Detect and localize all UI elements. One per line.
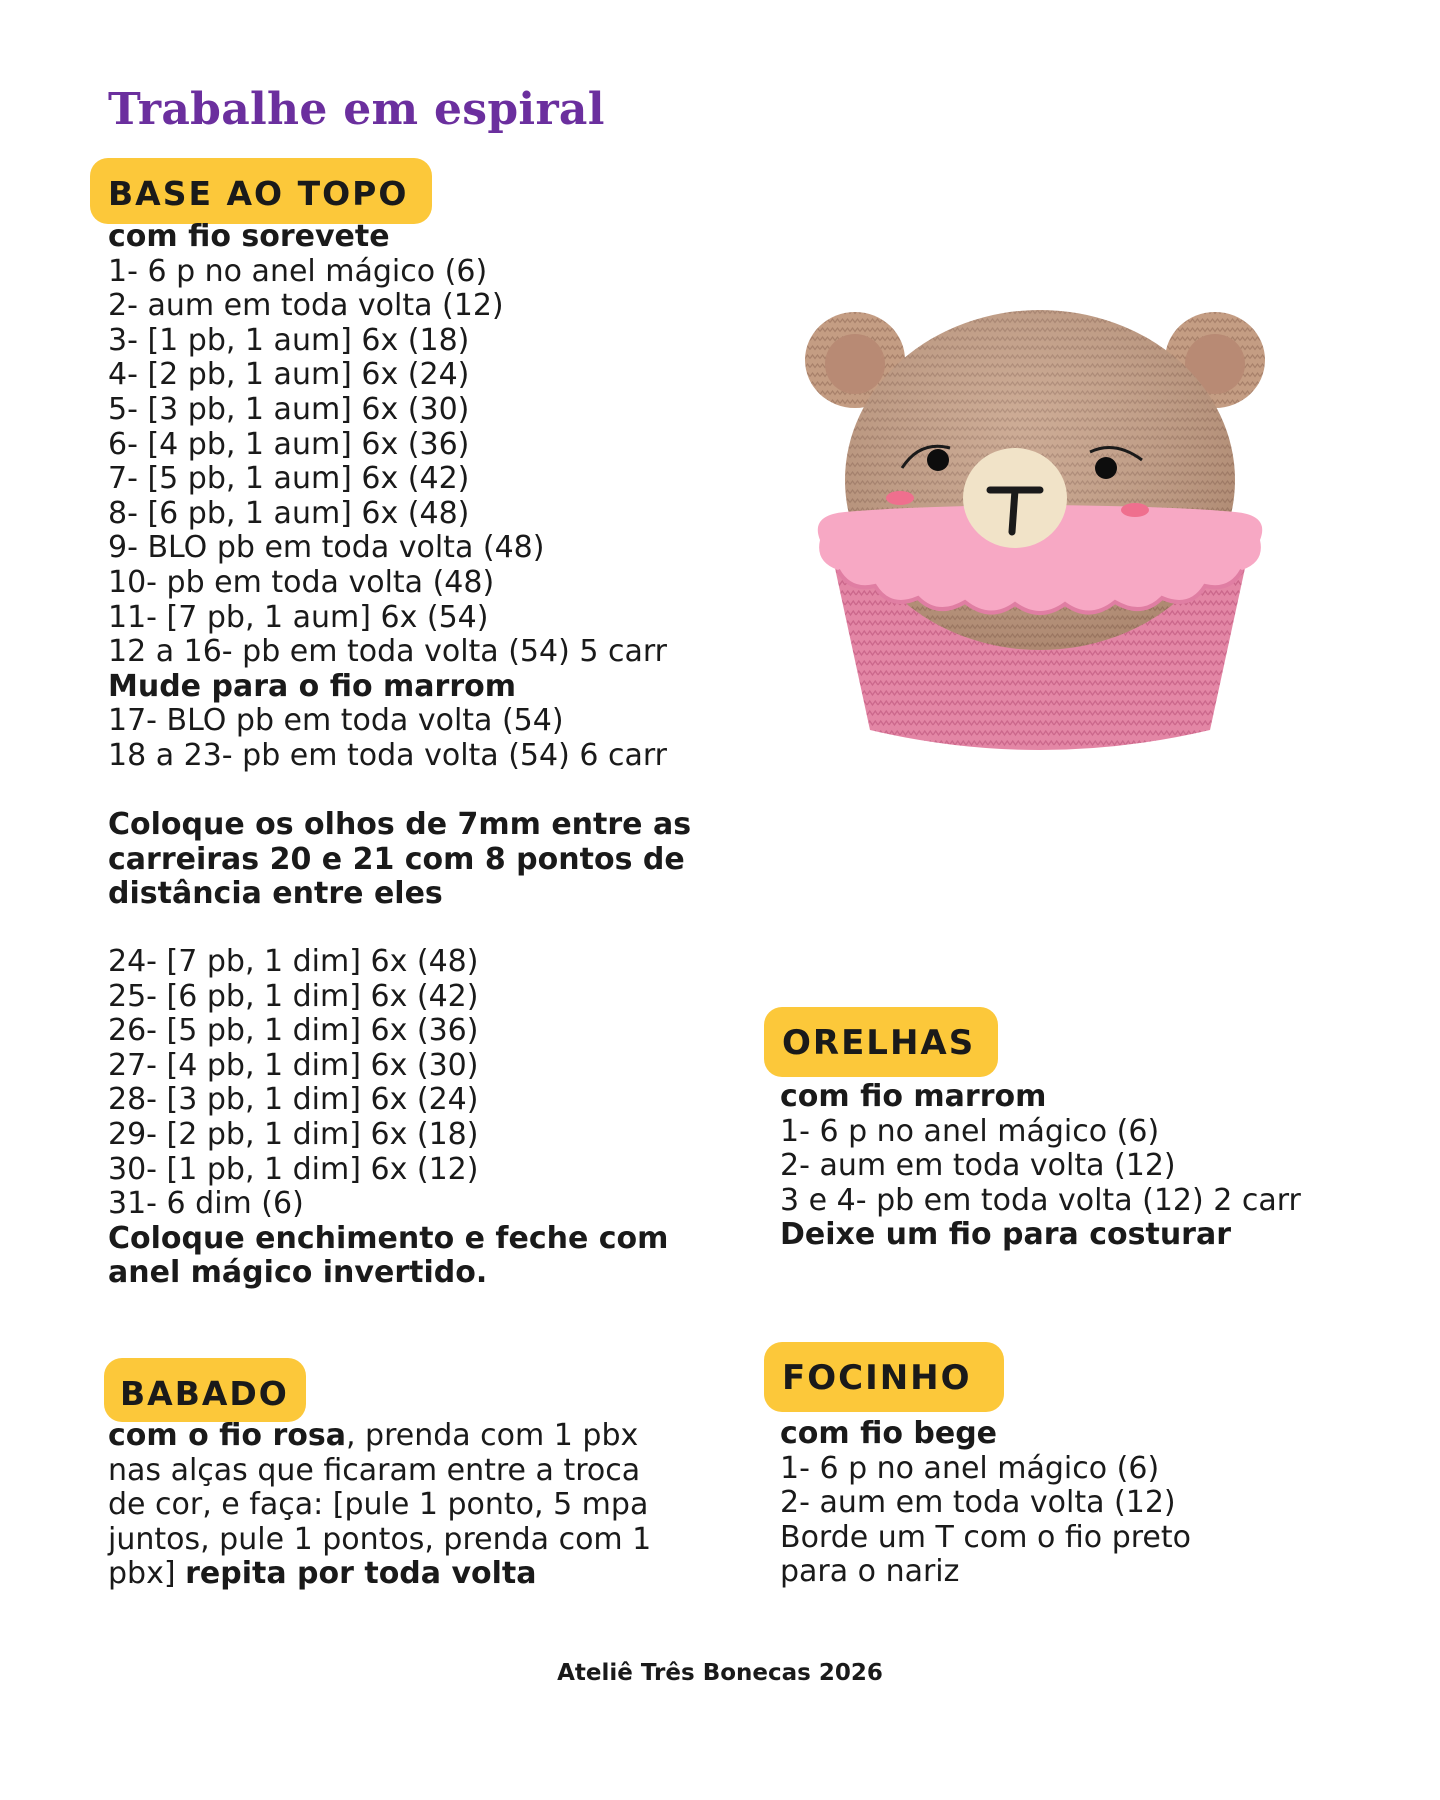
- eyes-note-line: distância entre eles: [108, 876, 443, 912]
- focinho-row: Borde um T com o fio preto: [780, 1519, 1191, 1555]
- bear-cupcake-photo: [790, 300, 1290, 780]
- focinho-row: 2- aum em toda volta (12): [780, 1485, 1176, 1521]
- section-tag-orelhas-label: ORELHAS: [782, 1023, 976, 1063]
- base-row: 18 a 23- pb em toda volta (54) 6 carr: [108, 737, 667, 773]
- decrease-rows: [108, 945, 668, 1291]
- base-row: 7- [5 pb, 1 aum] 6x (42): [108, 461, 470, 497]
- section-tag-orelhas: [764, 1007, 998, 1077]
- base-row: 2- aum em toda volta (12): [108, 288, 504, 324]
- color-change-note: Mude para o fio marrom: [108, 668, 516, 704]
- section-tag-babado: [104, 1358, 306, 1422]
- babado-line1-rest: , prenda com 1 pbx: [345, 1418, 639, 1453]
- focinho-yarn: com fio bege: [780, 1416, 998, 1451]
- eyes-note-line: Coloque os olhos de 7mm entre as: [108, 807, 692, 842]
- base-row: 31- 6 dim (6): [108, 1186, 304, 1222]
- finish-note: Coloque enchimento e feche com: [108, 1220, 669, 1256]
- base-row: 3- [1 pb, 1 aum] 6x (18): [108, 322, 470, 358]
- base-row: 8- [6 pb, 1 aum] 6x (48): [108, 495, 470, 531]
- base-row: 4- [2 pb, 1 aum] 6x (24): [108, 357, 470, 393]
- babado-line: nas alças que ficaram entre a troca: [108, 1452, 641, 1488]
- footer-credit: Ateliê Três Bonecas 2026: [557, 1660, 883, 1686]
- focinho-row: para o nariz: [780, 1554, 960, 1590]
- base-row: 28- [3 pb, 1 dim] 6x (24): [108, 1082, 479, 1118]
- base-yarn: com fio sorevete: [108, 219, 390, 254]
- babado-repeat: repita por toda volta: [185, 1556, 537, 1592]
- base-row: 17- BLO pb em toda volta (54): [108, 703, 564, 739]
- base-row: 25- [6 pb, 1 dim] 6x (42): [108, 978, 479, 1014]
- eyes-note: [108, 808, 691, 912]
- section-tag-base: [90, 158, 432, 224]
- base-row: 26- [5 pb, 1 dim] 6x (36): [108, 1013, 479, 1049]
- focinho-instructions: [780, 1417, 1191, 1590]
- babado-line5-start: pbx]: [108, 1556, 186, 1592]
- base-row: 30- [1 pb, 1 dim] 6x (12): [108, 1151, 479, 1187]
- base-row: 27- [4 pb, 1 dim] 6x (30): [108, 1047, 479, 1083]
- orelhas-row: 3 e 4- pb em toda volta (12) 2 carr: [780, 1182, 1301, 1218]
- base-instructions: [108, 220, 667, 774]
- base-row: 12 a 16- pb em toda volta (54) 5 carr: [108, 634, 667, 670]
- orelhas-row: 1- 6 p no anel mágico (6): [780, 1113, 1160, 1149]
- bear-muzzle: [963, 448, 1067, 548]
- eyes-note-line: carreiras 20 e 21 com 8 pontos de: [108, 841, 685, 877]
- orelhas-end: Deixe um fio para costurar: [780, 1217, 1232, 1253]
- section-tag-base-label: BASE AO TOPO: [108, 174, 409, 213]
- base-row: 1- 6 p no anel mágico (6): [108, 253, 488, 289]
- base-row: 6- [4 pb, 1 aum] 6x (36): [108, 426, 470, 462]
- base-row: 24- [7 pb, 1 dim] 6x (48): [108, 944, 479, 979]
- base-row: 10- pb em toda volta (48): [108, 564, 495, 600]
- section-tag-focinho: [764, 1342, 1004, 1412]
- base-row: 9- BLO pb em toda volta (48): [108, 530, 545, 566]
- orelhas-yarn: com fio marrom: [780, 1079, 1047, 1114]
- babado-instructions: [108, 1419, 651, 1592]
- finish-note: anel mágico invertido.: [108, 1255, 488, 1291]
- orelhas-row: 2- aum em toda volta (12): [780, 1148, 1176, 1184]
- base-row: 5- [3 pb, 1 aum] 6x (30): [108, 391, 470, 427]
- section-tag-babado-label: BABADO: [120, 1374, 289, 1413]
- orelhas-instructions: [780, 1080, 1301, 1253]
- focinho-row: 1- 6 p no anel mágico (6): [780, 1450, 1160, 1486]
- base-row: 29- [2 pb, 1 dim] 6x (18): [108, 1116, 479, 1152]
- babado-line: [108, 1557, 651, 1592]
- page-title: Trabalhe em espiral: [108, 84, 605, 135]
- base-row: 11- [7 pb, 1 aum] 6x (54): [108, 599, 489, 635]
- babado-yarn: com o fio rosa: [108, 1418, 346, 1453]
- section-tag-focinho-label: FOCINHO: [782, 1358, 972, 1398]
- babado-line: [108, 1419, 651, 1454]
- babado-line: juntos, pule 1 pontos, prenda com 1: [108, 1521, 652, 1557]
- babado-line: de cor, e faça: [pule 1 ponto, 5 mpa: [108, 1487, 649, 1523]
